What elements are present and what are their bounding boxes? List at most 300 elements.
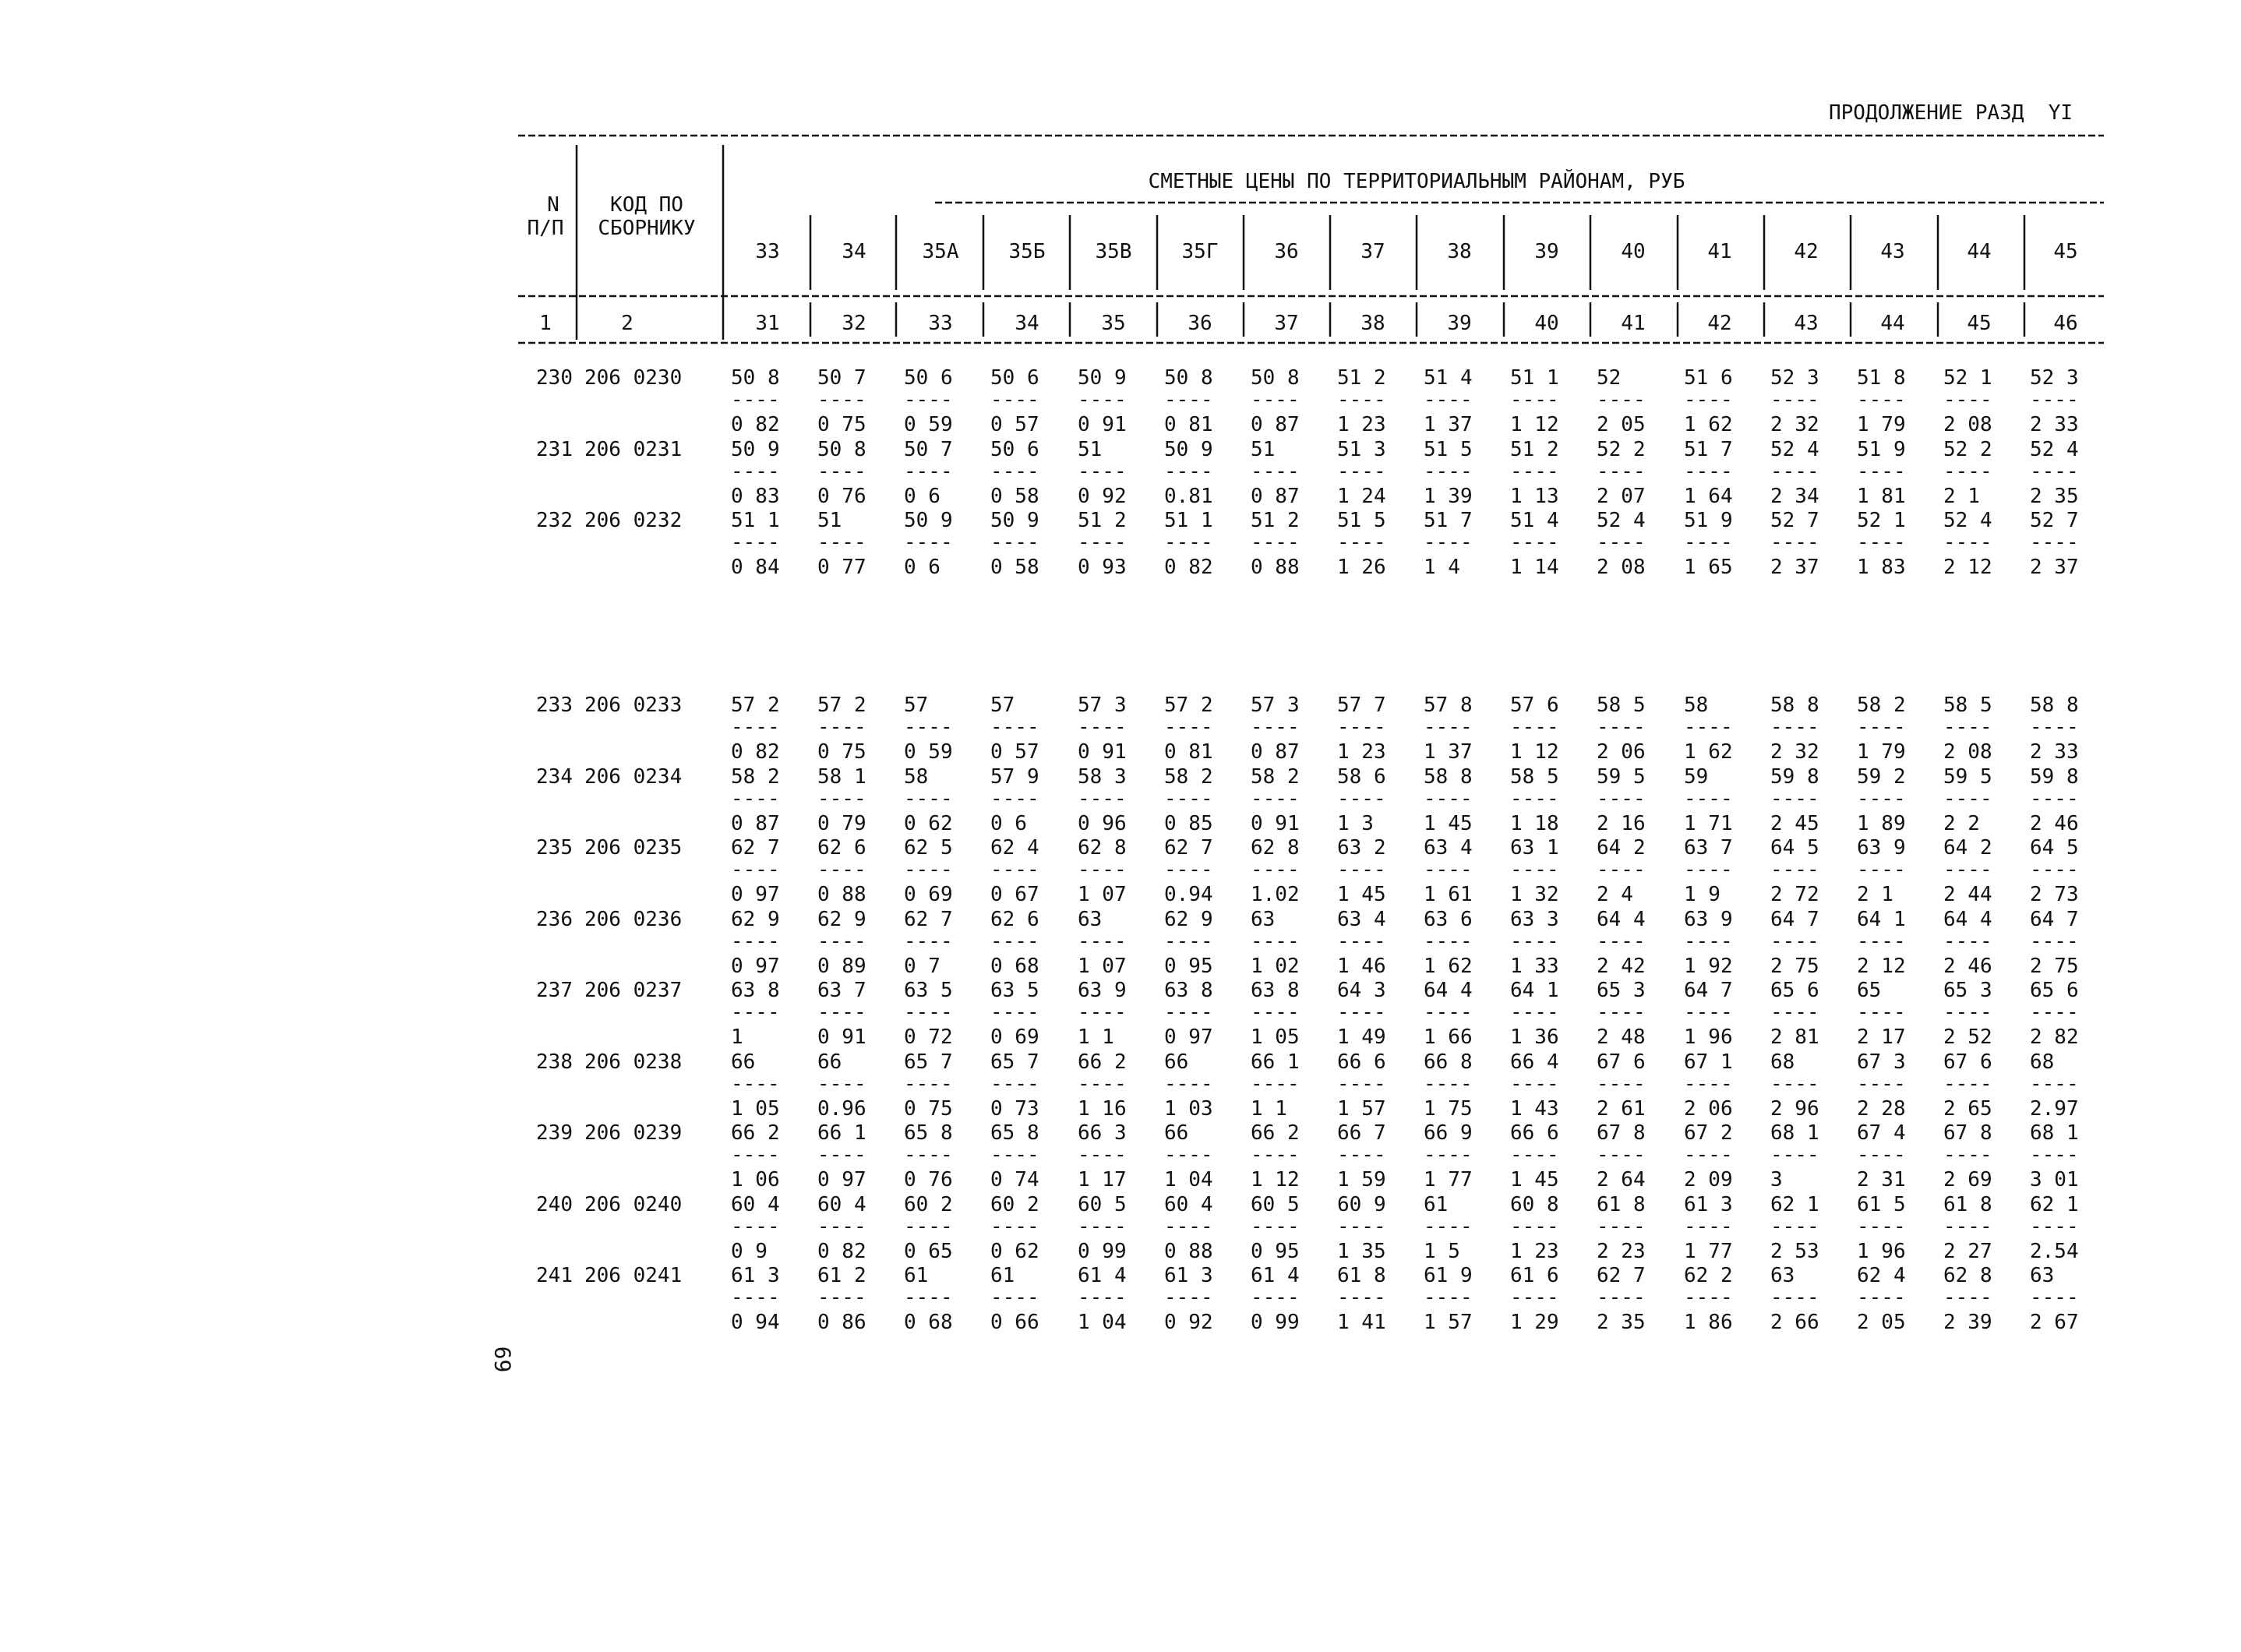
cost-value: 2 44 (1943, 883, 1992, 906)
fraction-rule: ---- (1857, 459, 1906, 483)
price-value: 51 9 (1684, 509, 1733, 532)
price-value: 61 3 (1164, 1264, 1213, 1287)
fraction-rule: ---- (817, 459, 866, 483)
cost-value: 0 81 (1164, 413, 1213, 436)
cost-value: 2 75 (2030, 954, 2079, 978)
row-code: 206 0234 (584, 764, 683, 789)
fraction-rule: ---- (1943, 1143, 1992, 1167)
district-header-34: 34 (842, 240, 866, 263)
cost-value: 1 07 (1078, 883, 1127, 906)
fraction-rule: ---- (2030, 715, 2079, 739)
price-value: 66 (817, 1050, 842, 1074)
fraction-rule: ---- (1597, 459, 1646, 483)
fraction-rule: ---- (817, 1214, 866, 1238)
cost-value: 0 97 (1164, 1025, 1213, 1049)
price-value: 62 8 (1078, 836, 1127, 860)
fraction-rule: ---- (990, 388, 1039, 411)
fraction-rule: ---- (1337, 1143, 1386, 1167)
fraction-rule: ---- (1424, 388, 1473, 411)
price-value: 67 2 (1684, 1121, 1733, 1145)
fraction-rule: ---- (2030, 786, 2079, 810)
price-value: 59 (1684, 764, 1709, 789)
cost-value: 2 32 (1770, 413, 1819, 436)
fraction-rule: ---- (1857, 858, 1906, 881)
district-header-35В: 35В (1095, 240, 1132, 263)
cost-value: 1 64 (1684, 484, 1733, 508)
cost-value: 0.96 (817, 1096, 866, 1121)
index-cell: 40 (1534, 312, 1559, 335)
price-value: 66 7 (1337, 1121, 1386, 1145)
fraction-rule: ---- (817, 786, 866, 810)
fraction-rule: ---- (2030, 1214, 2079, 1238)
row-code: 206 0236 (584, 907, 683, 931)
price-value: 50 8 (817, 437, 866, 461)
price-value: 51 3 (1337, 437, 1386, 461)
price-value: 64 7 (2030, 907, 2079, 931)
price-value: 63 7 (1684, 836, 1733, 860)
cost-value: 1 62 (1424, 954, 1473, 978)
cost-value: 1 43 (1510, 1096, 1559, 1121)
fraction-rule: ---- (990, 1071, 1039, 1096)
price-value: 58 8 (2030, 694, 2079, 717)
cost-value: 1 77 (1424, 1168, 1473, 1191)
cost-value: 0 97 (731, 883, 780, 906)
cost-value: 2 53 (1770, 1239, 1819, 1263)
price-value: 61 (1424, 1192, 1449, 1216)
fraction-rule: ---- (1943, 1001, 1992, 1024)
price-value: 65 7 (990, 1050, 1039, 1074)
cost-value: 2 28 (1857, 1096, 1906, 1121)
price-value: 50 9 (990, 509, 1039, 532)
cost-value: 2.97 (2030, 1096, 2079, 1121)
fraction-rule: ---- (817, 1071, 866, 1096)
price-value: 66 (731, 1050, 756, 1074)
fraction-rule: ---- (904, 531, 953, 554)
index-cell: 35 (1101, 312, 1126, 335)
price-value: 63 5 (904, 979, 953, 1002)
fraction-rule: ---- (1597, 1071, 1646, 1096)
price-value: 52 7 (1770, 509, 1819, 532)
cost-value: 1 5 (1424, 1239, 1460, 1263)
price-value: 62 7 (904, 907, 953, 931)
cost-value: 1 32 (1510, 883, 1559, 906)
price-value: 63 8 (1251, 979, 1300, 1002)
fraction-rule: ---- (1078, 1214, 1127, 1238)
fraction-rule: ---- (1857, 388, 1906, 411)
index-cell: 36 (1188, 312, 1212, 335)
cost-value: 1 04 (1078, 1311, 1127, 1334)
fraction-rule: ---- (1770, 1143, 1819, 1167)
price-value: 64 3 (1337, 979, 1386, 1002)
cost-value: 0 75 (817, 740, 866, 764)
cost-value: 2 37 (2030, 556, 2079, 579)
fraction-rule: ---- (1164, 1214, 1213, 1238)
price-value: 60 9 (1337, 1192, 1386, 1216)
cost-value: 2 32 (1770, 740, 1819, 764)
price-value: 51 9 (1857, 437, 1906, 461)
cost-value: 2 61 (1597, 1096, 1646, 1121)
price-value: 64 4 (1943, 907, 1992, 931)
cost-value: 1 05 (1251, 1025, 1300, 1049)
fraction-rule: ---- (1943, 929, 1992, 953)
price-value: 58 2 (1251, 764, 1300, 789)
row-code: 206 0241 (584, 1264, 683, 1287)
fraction-rule: ---- (817, 531, 866, 554)
cost-value: 2 48 (1597, 1025, 1646, 1049)
price-value: 57 (904, 694, 929, 717)
cost-value: 1 57 (1337, 1096, 1386, 1121)
cost-value: 1 23 (1337, 740, 1386, 764)
cost-value: 2 31 (1857, 1168, 1906, 1191)
price-value: 51 (1251, 437, 1276, 461)
price-value: 50 9 (904, 509, 953, 532)
price-value: 57 2 (817, 694, 866, 717)
cost-value: 0 95 (1251, 1239, 1300, 1263)
price-value: 63 6 (1424, 907, 1473, 931)
cost-value: 0 7 (904, 954, 941, 978)
fraction-rule: ---- (731, 929, 780, 953)
cost-value: 1 16 (1078, 1096, 1127, 1121)
row-number: 235 (536, 836, 573, 860)
price-value: 67 6 (1943, 1050, 1992, 1074)
price-value: 63 4 (1424, 836, 1473, 860)
fraction-rule: ---- (1424, 715, 1473, 739)
fraction-rule: ---- (1943, 786, 1992, 810)
header-code-label-2: СБОРНИКУ (598, 217, 696, 240)
fraction-rule: ---- (1251, 1214, 1300, 1238)
cost-value: 0 66 (990, 1311, 1039, 1334)
row-number: 239 (536, 1121, 573, 1145)
fraction-rule: ---- (990, 459, 1039, 483)
price-value: 62 8 (1943, 1264, 1992, 1287)
price-value: 65 6 (2030, 979, 2079, 1002)
fraction-rule: ---- (1078, 388, 1127, 411)
price-value: 61 9 (1424, 1264, 1473, 1287)
price-value: 51 7 (1424, 509, 1473, 532)
district-header-44: 44 (1967, 240, 1992, 263)
price-value: 57 7 (1337, 694, 1386, 717)
price-value: 50 9 (731, 437, 780, 461)
fraction-rule: ---- (904, 858, 953, 881)
fraction-rule: ---- (904, 388, 953, 411)
price-value: 57 3 (1251, 694, 1300, 717)
cost-value: 1 57 (1424, 1311, 1473, 1334)
fraction-rule: ---- (904, 715, 953, 739)
fraction-rule: ---- (1251, 459, 1300, 483)
price-value: 52 2 (1597, 437, 1646, 461)
district-header-41: 41 (1707, 240, 1732, 263)
row-number: 234 (536, 764, 573, 789)
cost-value: 2 09 (1684, 1168, 1733, 1191)
fraction-rule: ---- (1424, 858, 1473, 881)
cost-value: 0 87 (1251, 413, 1300, 436)
fraction-rule: ---- (1337, 1071, 1386, 1096)
price-value: 57 (990, 694, 1015, 717)
price-value: 64 2 (1597, 836, 1646, 860)
cost-value: 1 23 (1337, 413, 1386, 436)
cost-value: 2 33 (2030, 413, 2079, 436)
price-value: 51 5 (1424, 437, 1473, 461)
price-value: 64 1 (1510, 979, 1559, 1002)
fraction-rule: ---- (1857, 715, 1906, 739)
price-value: 51 1 (1510, 366, 1559, 390)
cost-value: 2 69 (1943, 1168, 1992, 1191)
cost-value: 1 45 (1337, 883, 1386, 906)
fraction-rule: ---- (731, 1286, 780, 1309)
fraction-rule: ---- (2030, 388, 2079, 411)
fraction-rule: ---- (1078, 1001, 1127, 1024)
cost-value: 1 04 (1164, 1168, 1213, 1191)
fraction-rule: ---- (817, 1143, 866, 1167)
fraction-rule: ---- (904, 929, 953, 953)
price-value: 50 7 (817, 366, 866, 390)
fraction-rule: ---- (904, 1071, 953, 1096)
fraction-rule: ---- (1164, 715, 1213, 739)
cost-value: 1 03 (1164, 1096, 1213, 1121)
price-value: 62 6 (817, 836, 866, 860)
price-value: 66 2 (731, 1121, 780, 1145)
fraction-rule: ---- (1684, 858, 1733, 881)
cost-value: 1 46 (1337, 954, 1386, 978)
price-value: 68 (1770, 1050, 1795, 1074)
price-value: 66 9 (1424, 1121, 1473, 1145)
index-cell: 44 (1880, 312, 1905, 335)
fraction-rule: ---- (1078, 929, 1127, 953)
price-value: 51 1 (731, 509, 780, 532)
fraction-rule: ---- (1164, 1286, 1213, 1309)
fraction-rule: ---- (2030, 1143, 2079, 1167)
district-header-33: 33 (755, 240, 780, 263)
fraction-rule: ---- (1424, 1214, 1473, 1238)
price-value: 68 1 (1770, 1121, 1819, 1145)
fraction-rule: ---- (1251, 1001, 1300, 1024)
price-value: 51 2 (1337, 366, 1386, 390)
fraction-rule: ---- (1510, 388, 1559, 411)
price-value: 50 8 (1164, 366, 1213, 390)
price-value: 62 2 (1684, 1264, 1733, 1287)
cost-value: 0 93 (1078, 556, 1127, 579)
district-header-35А: 35А (922, 240, 959, 263)
index-cell: 2 (621, 312, 633, 335)
price-value: 50 8 (731, 366, 780, 390)
cost-value: 1 41 (1337, 1311, 1386, 1334)
fraction-rule: ---- (990, 715, 1039, 739)
cost-value: 2 27 (1943, 1239, 1992, 1263)
cost-value: 1 17 (1078, 1168, 1127, 1191)
fraction-rule: ---- (1510, 1286, 1559, 1309)
price-value: 52 3 (2030, 366, 2079, 390)
price-value: 68 (2030, 1050, 2055, 1074)
cost-value: 2 66 (1770, 1311, 1819, 1334)
price-value: 52 (1597, 366, 1622, 390)
fraction-rule: ---- (1857, 929, 1906, 953)
fraction-rule: ---- (1078, 1071, 1127, 1096)
price-value: 50 6 (904, 366, 953, 390)
cost-value: 2 35 (2030, 484, 2079, 508)
cost-value: 2 67 (2030, 1311, 2079, 1334)
fraction-rule: ---- (1597, 388, 1646, 411)
price-value: 58 3 (1078, 764, 1127, 789)
fraction-rule: ---- (1770, 531, 1819, 554)
cost-value: 0 58 (990, 556, 1039, 579)
price-value: 52 4 (1943, 509, 1992, 532)
fraction-rule: ---- (731, 1071, 780, 1096)
cost-value: 0 76 (904, 1168, 953, 1191)
price-value: 61 8 (1337, 1264, 1386, 1287)
cost-value: 2 06 (1597, 740, 1646, 764)
cost-value: 2 64 (1597, 1168, 1646, 1191)
fraction-rule: ---- (1251, 929, 1300, 953)
price-value: 66 1 (1251, 1050, 1300, 1074)
fraction-rule: ---- (1857, 531, 1906, 554)
price-value: 51 (1078, 437, 1103, 461)
fraction-rule: ---- (1597, 1001, 1646, 1024)
price-value: 58 2 (1857, 694, 1906, 717)
cost-value: 1 77 (1684, 1239, 1733, 1263)
cost-value: 2 1 (1943, 484, 1980, 508)
price-value: 62 7 (1597, 1264, 1646, 1287)
index-cell: 42 (1707, 312, 1732, 335)
price-value: 52 3 (1770, 366, 1819, 390)
cost-value: 0 69 (904, 883, 953, 906)
fraction-rule: ---- (1684, 929, 1733, 953)
price-value: 66 1 (817, 1121, 866, 1145)
price-value: 62 6 (990, 907, 1039, 931)
price-value: 64 5 (2030, 836, 2079, 860)
fraction-rule: ---- (990, 929, 1039, 953)
index-cell: 43 (1794, 312, 1819, 335)
cost-value: 0.81 (1164, 484, 1213, 508)
price-value: 51 2 (1078, 509, 1127, 532)
cost-value: 0 87 (1251, 484, 1300, 508)
fraction-rule: ---- (1337, 929, 1386, 953)
header-num-label-2: П/П (527, 217, 564, 240)
price-value: 65 (1857, 979, 1882, 1002)
fraction-rule: ---- (1164, 388, 1213, 411)
cost-value: 1 1 (1078, 1025, 1114, 1049)
price-value: 67 8 (1943, 1121, 1992, 1145)
cost-value: 0 91 (1251, 811, 1300, 835)
cost-value: 2 39 (1943, 1311, 1992, 1334)
fraction-rule: ---- (1251, 786, 1300, 810)
cost-value: 0 69 (990, 1025, 1039, 1049)
cost-value: 2 08 (1597, 556, 1646, 579)
row-code: 206 0230 (584, 366, 683, 390)
cost-value: 0 82 (731, 740, 780, 764)
fraction-rule: ---- (904, 1286, 953, 1309)
cost-value: 1 45 (1424, 811, 1473, 835)
row-code: 206 0240 (584, 1192, 683, 1216)
price-value: 51 6 (1684, 366, 1733, 390)
cost-value: 2 35 (1597, 1311, 1646, 1334)
price-value: 58 6 (1337, 764, 1386, 789)
fraction-rule: ---- (1078, 858, 1127, 881)
price-value: 66 4 (1510, 1050, 1559, 1074)
fraction-rule: ---- (1597, 858, 1646, 881)
cost-value: 2 07 (1597, 484, 1646, 508)
price-value: 51 4 (1510, 509, 1559, 532)
index-cell: 33 (928, 312, 953, 335)
price-value: 61 6 (1510, 1264, 1559, 1287)
cost-value: 0 88 (1164, 1239, 1213, 1263)
price-value: 59 8 (1770, 764, 1819, 789)
fraction-rule: ---- (1164, 929, 1213, 953)
district-header-43: 43 (1880, 240, 1905, 263)
fraction-rule: ---- (731, 1001, 780, 1024)
fraction-rule: ---- (1424, 1001, 1473, 1024)
price-value: 59 8 (2030, 764, 2079, 789)
price-value: 63 (2030, 1264, 2055, 1287)
cost-value: 1 12 (1510, 413, 1559, 436)
price-value: 57 6 (1510, 694, 1559, 717)
fraction-rule: ---- (904, 1001, 953, 1024)
cost-value: 0 86 (817, 1311, 866, 1334)
price-value: 67 6 (1597, 1050, 1646, 1074)
price-value: 68 1 (2030, 1121, 2079, 1145)
price-value: 50 8 (1251, 366, 1300, 390)
index-cell: 32 (842, 312, 866, 335)
cost-value: 1 75 (1424, 1096, 1473, 1121)
cost-value: 0 57 (990, 740, 1039, 764)
cost-value: 1 92 (1684, 954, 1733, 978)
price-value: 61 2 (817, 1264, 866, 1287)
price-value: 57 3 (1078, 694, 1127, 717)
cost-value: 0 6 (990, 811, 1027, 835)
price-value: 51 2 (1510, 437, 1559, 461)
cost-value: 0 73 (990, 1096, 1039, 1121)
cost-value: 1 12 (1510, 740, 1559, 764)
row-number: 231 (536, 437, 573, 461)
header-num-label-1: N (547, 193, 559, 217)
district-header-37: 37 (1360, 240, 1385, 263)
cost-value: 2 82 (2030, 1025, 2079, 1049)
price-value: 51 8 (1857, 366, 1906, 390)
cost-value: 2 08 (1943, 413, 1992, 436)
price-value: 61 8 (1597, 1192, 1646, 1216)
fraction-rule: ---- (817, 715, 866, 739)
district-header-38: 38 (1447, 240, 1472, 263)
cost-value: 2 34 (1770, 484, 1819, 508)
price-value: 58 8 (1424, 764, 1473, 789)
cost-value: 2 73 (2030, 883, 2079, 906)
price-value: 61 5 (1857, 1192, 1906, 1216)
row-code: 206 0237 (584, 979, 683, 1002)
cost-value: 0 96 (1078, 811, 1127, 835)
cost-value: 0 72 (904, 1025, 953, 1049)
fraction-rule: ---- (1251, 715, 1300, 739)
fraction-rule: ---- (1337, 388, 1386, 411)
price-value: 61 (904, 1264, 929, 1287)
price-value: 52 4 (1597, 509, 1646, 532)
fraction-rule: ---- (1337, 715, 1386, 739)
price-value: 62 9 (731, 907, 780, 931)
fraction-rule: ---- (1251, 1286, 1300, 1309)
price-value: 62 1 (1770, 1192, 1819, 1216)
cost-value: 2 65 (1943, 1096, 1992, 1121)
cost-value: 0 82 (1164, 556, 1213, 579)
cost-value: 1 66 (1424, 1025, 1473, 1049)
fraction-rule: ---- (1857, 1214, 1906, 1238)
row-code: 206 0238 (584, 1050, 683, 1074)
district-header-42: 42 (1794, 240, 1819, 263)
cost-value: 0.94 (1164, 883, 1213, 906)
row-code: 206 0231 (584, 437, 683, 461)
row-number: 233 (536, 694, 573, 717)
fraction-rule: ---- (1770, 786, 1819, 810)
fraction-rule: ---- (1684, 388, 1733, 411)
fraction-rule: ---- (990, 531, 1039, 554)
price-value: 60 5 (1078, 1192, 1127, 1216)
